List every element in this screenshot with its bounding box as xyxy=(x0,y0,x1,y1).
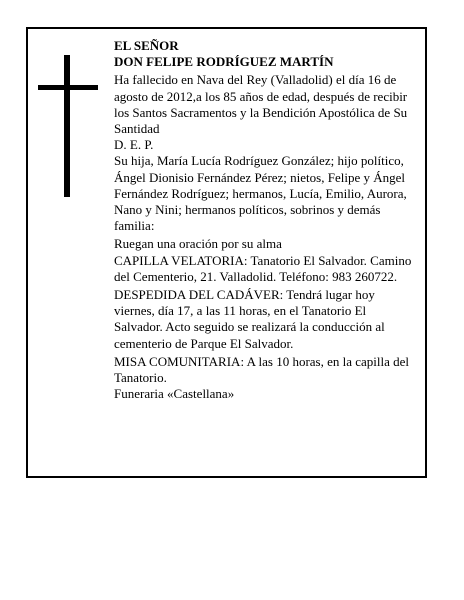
obituary-text xyxy=(114,38,414,402)
cross-vertical-bar xyxy=(64,55,70,197)
family-list: Su hija, María Lucía Rodríguez González; hijo político, Ángel Dionisio Fernández Pérez; nietos, Felipe y Ángel Fernández Rodríguez; hermanos, Lucía, Emilio, Aurora, Nano y Nini; hermanos políticos, sobrinos y demás familia: xyxy=(114,153,407,234)
community-mass: MISA COMUNITARIA: A las 10 horas, en la capilla del Tanatorio. xyxy=(114,353,410,386)
farewell-service: DESPEDIDA DEL CADÁVER: Tendrá lugar hoy viernes, día 17, a las 11 horas, en el Tanatorio El Salvador. Acto seguido se realizará la conducción al cementerio de Parque El Salvador. xyxy=(114,287,385,351)
cross-horizontal-bar xyxy=(38,85,98,90)
funeral-home: Funeraria «Castellana» xyxy=(114,386,235,402)
heading: EL SEÑOR xyxy=(114,38,179,53)
death-announcement: Ha fallecido en Nava del Rey (Valladolid) el día 16 de agosto de 2012,a los 85 años de edad, después de recibir los Santos Sacramentos y la Bendición Apostólica de Su Santidad xyxy=(114,72,408,137)
rest-in-peace: D. E. P. xyxy=(114,137,154,153)
prayer-request: Ruegan una oración por su alma xyxy=(114,236,282,252)
deceased-name: DON FELIPE RODRÍGUEZ MARTÍN xyxy=(114,54,334,70)
wake-chapel: CAPILLA VELATORIA: Tanatorio El Salvador. Camino del Cementerio, 21. Valladolid. Teléfono: 983 260722. xyxy=(114,252,412,284)
latin-cross-icon xyxy=(38,55,98,197)
